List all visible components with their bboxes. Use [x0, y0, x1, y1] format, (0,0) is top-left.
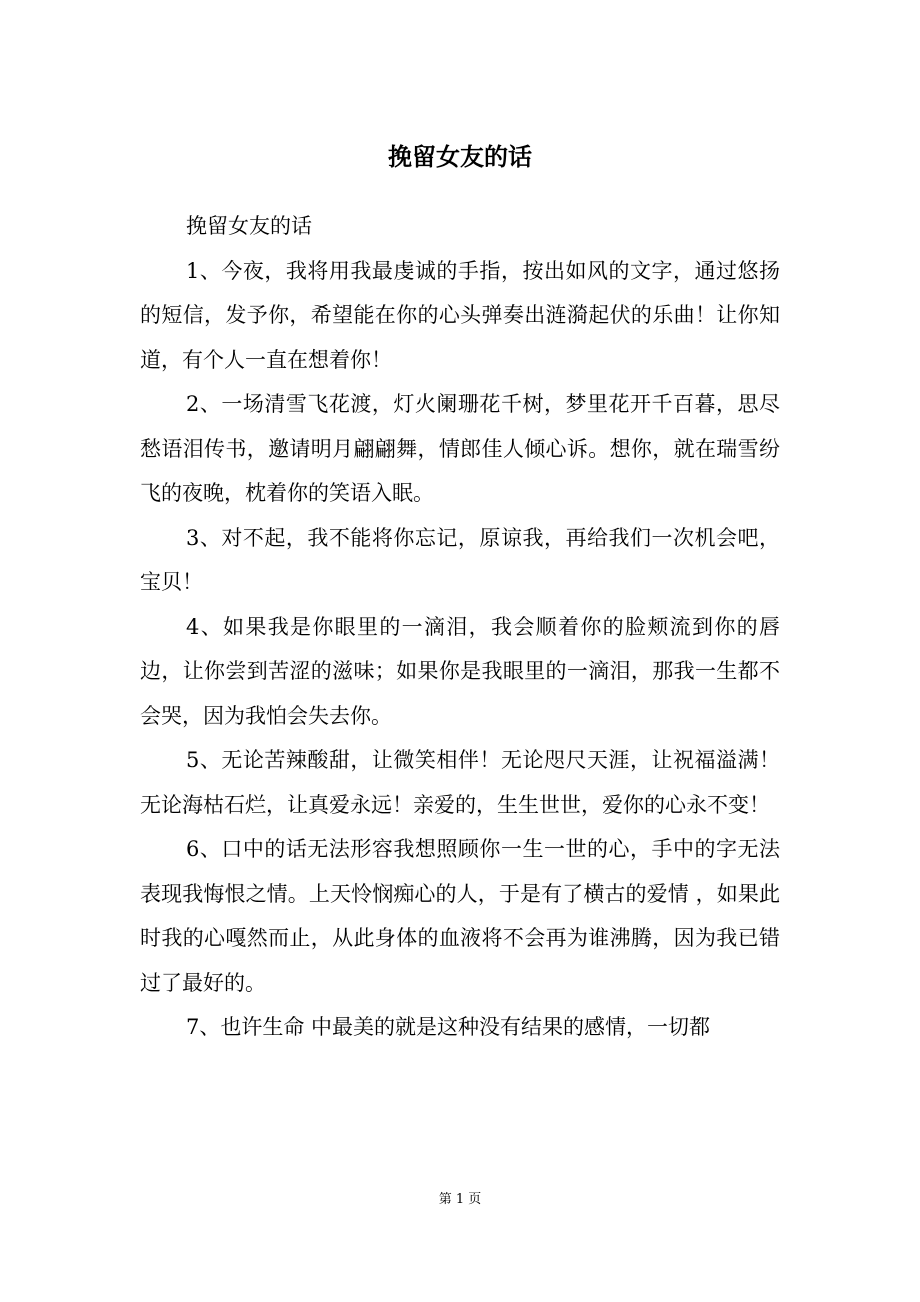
- document-title: 挽留女友的话: [388, 143, 532, 171]
- paragraph-2: 2、一场清雪飞花渡，灯火阑珊花千树，梦里花开千百暮，思尽愁语泪传书，邀请明月翩翩舞，情郎佳人倾心诉。想你，就在瑞雪纷飞的夜晚，枕着你的笑语入眠。: [140, 392, 780, 505]
- paragraph-1: 1、今夜，我将用我最虔诚的手指，按出如风的文字，通过悠扬的短信，发予你，希望能在你的心头弹奏出涟漪起伏的乐曲！让你知道，有个人一直在想着你！: [140, 258, 780, 372]
- paragraph-4: 4、如果我是你眼里的一滴泪，我会顺着你的脸颊流到你的唇边，让你尝到苦涩的滋味；如果你是我眼里的一滴泪，那我一生都不会哭，因为我怕会失去你。: [140, 614, 780, 728]
- paragraph-7: 7、也许生命 中最美的就是这种没有结果的感情，一切都: [186, 1015, 711, 1039]
- paragraph-3: 3、对不起，我不能将你忘记，原谅我，再给我们一次机会吧，宝贝！: [140, 525, 780, 594]
- document-body: [140, 204, 780, 1050]
- paragraph-6: 6、口中的话无法形容我想照顾你一生一世的心，手中的字无法表现我悔恨之情。上天怜悯痴心的人，于是有了横古的爱情 ，如果此时我的心嘎然而止，从此身体的血液将不会再为谁沸腾，因为我已错过了最好的。: [140, 837, 780, 995]
- page-number-footer: 第 1 页: [438, 1192, 482, 1207]
- paragraph-5: 5、无论苦辣酸甜，让微笑相伴！无论咫尺天涯，让祝福溢满！无论海枯石烂，让真爱永远！亲爱的，生生世世，爱你的心永不变！: [140, 748, 780, 817]
- paragraph-subtitle: 挽留女友的话: [186, 214, 312, 238]
